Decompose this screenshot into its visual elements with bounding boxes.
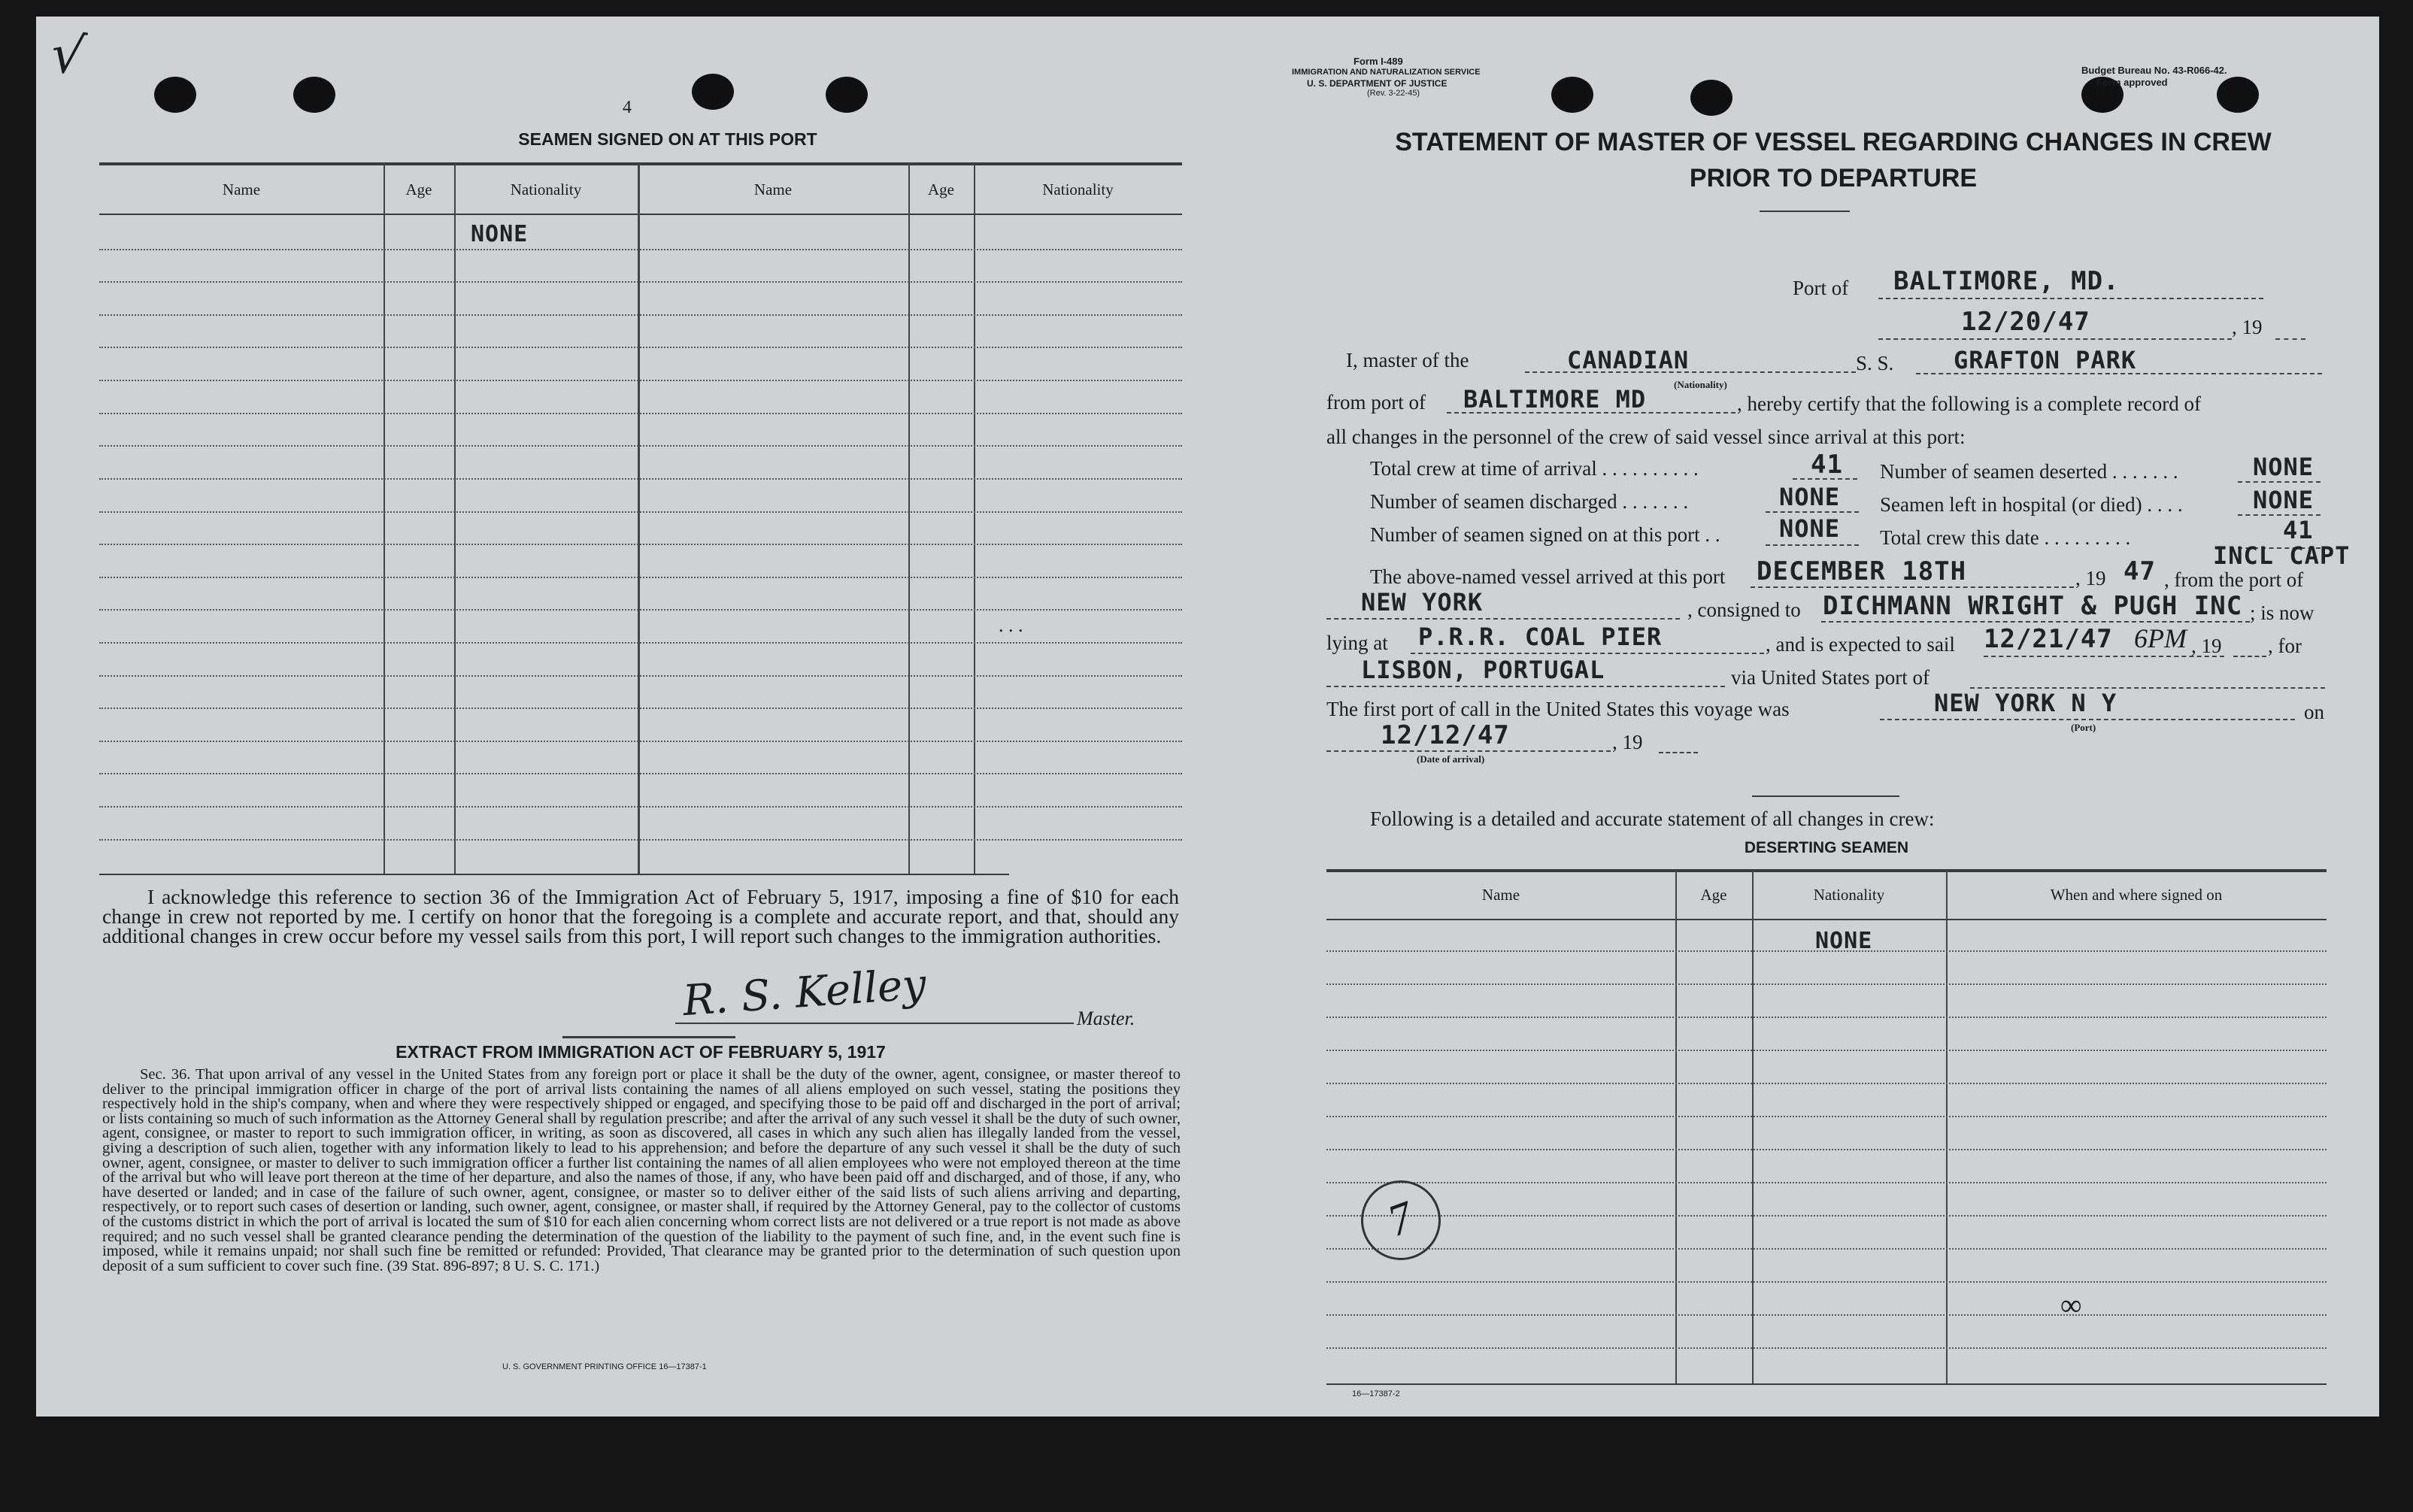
via-label: via United States port of xyxy=(1731,666,1929,689)
master-signature: R. S. Kelley xyxy=(681,959,928,1026)
arrived-date: DECEMBER 18TH xyxy=(1757,556,1967,586)
punch-hole xyxy=(692,74,734,110)
prior-port: NEW YORK xyxy=(1361,588,1484,617)
deserting-seamen-title: DESERTING SEAMEN xyxy=(1744,839,1909,856)
from-port-label: from port of xyxy=(1326,391,1426,414)
acknowledgment-text: I acknowledge this reference to section 36 of the Immigration Act of February 5, 1917, imposing a fine of $10 for each change in crew not reported by me. I certify on honor that the foregoing is a complete and accurate report, and that, should any additional changes in crew occur before my vessel sails from this port, I will report such changes to the immigration authorities. xyxy=(102,885,1179,947)
consignee: DICHMANN WRIGHT & PUGH INC xyxy=(1823,591,2243,621)
discharged-value: NONE xyxy=(1779,483,1841,511)
margin-check-mark: √ xyxy=(47,22,89,88)
crew-date-label: Total crew this date . . . . . . . . . xyxy=(1880,526,2131,549)
expected-label: , and is expected to sail xyxy=(1766,633,1955,656)
column-header-name: Name xyxy=(222,180,261,198)
hospital-value: NONE xyxy=(2253,486,2314,514)
circled-number xyxy=(1350,1169,1452,1271)
from-port-value: BALTIMORE MD xyxy=(1463,385,1647,414)
first-port-label: The first port of call in the United States this voyage was xyxy=(1326,698,1790,720)
certify-text: , hereby certify that the following is a complete record of xyxy=(1737,392,2202,415)
punch-hole xyxy=(2217,77,2259,113)
printer-footer: U. S. GOVERNMENT PRINTING OFFICE 16—17387-1 xyxy=(502,1362,707,1371)
port-value: BALTIMORE, MD. xyxy=(1893,266,2120,296)
sail-year-prefix: , 19 xyxy=(2191,635,2222,657)
first-port-value: NEW YORK N Y xyxy=(1934,689,2117,717)
year-prefix: , 19 xyxy=(2232,316,2263,338)
nationality-caption: (Nationality) xyxy=(1674,379,1727,390)
form-revision: (Rev. 3-22-45) xyxy=(1367,89,1420,98)
signed-on-title: SEAMEN SIGNED ON AT THIS PORT xyxy=(518,129,817,149)
punch-hole xyxy=(1551,77,1593,113)
form-approval: Form approved xyxy=(2096,77,2168,88)
document-sheet xyxy=(36,17,2379,1417)
column-header-when-where: When and where signed on xyxy=(2050,886,2223,904)
all-changes-text: all changes in the personnel of the crew of said vessel since arrival at this port: xyxy=(1326,426,1966,448)
is-now-text: ; is now xyxy=(2250,601,2314,624)
signed-on-value: NONE xyxy=(1779,514,1841,543)
arrived-year-prefix: , 19 xyxy=(2075,567,2106,589)
arrived-label: The above-named vessel arrived at this port xyxy=(1370,565,1726,588)
master-of-label: I, master of the xyxy=(1346,349,1469,371)
ss-label: S. S. xyxy=(1856,352,1894,374)
form-id: Form I-489 xyxy=(1354,56,1403,67)
column-header-name: Name xyxy=(753,180,793,198)
port-label: Port of xyxy=(1793,277,1849,299)
agency-line-1: IMMIGRATION AND NATURALIZATION SERVICE xyxy=(1292,68,1481,77)
arrival-date: 12/12/47 xyxy=(1381,720,1510,750)
discharged-label: Number of seamen discharged . . . . . . . xyxy=(1370,490,1689,513)
sail-time: 6PM xyxy=(2134,623,2187,653)
arrived-year: 47 xyxy=(2124,556,2156,586)
on-label: on xyxy=(2304,701,2324,723)
for-label: , for xyxy=(2268,635,2302,657)
crew-date-note: INCL CAPT xyxy=(2213,541,2351,570)
form-footer-code: 16—17387-2 xyxy=(1352,1389,1400,1398)
typed-none: NONE xyxy=(1815,928,1873,954)
column-header-age: Age xyxy=(405,180,432,198)
column-header-nationality: Nationality xyxy=(1042,180,1114,198)
arrival-date-caption: (Date of arrival) xyxy=(1417,753,1485,765)
following-text: Following is a detailed and accurate statement of all changes in crew: xyxy=(1370,808,1935,830)
typed-none: NONE xyxy=(471,221,529,247)
port-caption: (Port) xyxy=(2071,722,2096,733)
column-header-nationality: Nationality xyxy=(510,180,582,198)
hospital-label: Seamen left in hospital (or died) . . . . xyxy=(1880,493,2183,516)
stray-marks: . . . xyxy=(999,614,1023,636)
punch-hole xyxy=(154,77,196,113)
column-header-name: Name xyxy=(1481,886,1520,904)
vessel-nationality: CANADIAN xyxy=(1567,346,1690,374)
crew-date-value: 41 xyxy=(2283,516,2314,544)
deserted-value: NONE xyxy=(2253,453,2314,481)
sail-date: 12/21/47 xyxy=(1984,624,2113,654)
form-title-line-1: STATEMENT OF MASTER OF VESSEL REGARDING CHANGES IN CREW xyxy=(1395,128,2272,156)
agency-line-2: U. S. DEPARTMENT OF JUSTICE xyxy=(1307,78,1447,89)
deserted-label: Number of seamen deserted . . . . . . . xyxy=(1880,460,2178,483)
page-number: 4 xyxy=(623,98,632,117)
ship-name: GRAFTON PARK xyxy=(1954,346,2137,374)
from-port-of-text: , from the port of xyxy=(2164,568,2304,591)
punch-hole xyxy=(293,77,335,113)
destination: LISBON, PORTUGAL xyxy=(1361,656,1605,684)
report-date: 12/20/47 xyxy=(1961,307,2090,337)
signed-on-label: Number of seamen signed on at this port . . xyxy=(1370,523,1720,546)
consigned-label: , consigned to xyxy=(1687,598,1801,621)
lying-at-label: lying at xyxy=(1326,632,1388,654)
circled-number-text: 7 xyxy=(1381,1191,1420,1247)
crew-arrival-value: 41 xyxy=(1811,450,1843,480)
punch-hole xyxy=(826,77,868,113)
crew-arrival-label: Total crew at time of arrival . . . . . . . . . . xyxy=(1370,457,1699,480)
master-label: Master. xyxy=(1077,1007,1135,1029)
column-header-age: Age xyxy=(1700,886,1727,904)
pencil-mark: ∞ xyxy=(2060,1288,2082,1322)
lying-at-value: P.R.R. COAL PIER xyxy=(1418,623,1663,651)
extract-title: EXTRACT FROM IMMIGRATION ACT OF FEBRUARY 5, 1917 xyxy=(396,1042,886,1062)
arrival-year-prefix: , 19 xyxy=(1612,731,1643,753)
column-header-nationality: Nationality xyxy=(1813,886,1885,904)
column-header-age: Age xyxy=(928,180,954,198)
punch-hole xyxy=(1690,80,1732,116)
budget-bureau-number: Budget Bureau No. 43-R066-42. xyxy=(2081,65,2227,76)
section-36-text: Sec. 36. That upon arrival of any vessel in the United States from any foreign port or place it shall be the duty of the owner, agent, consignee, or master thereof to deliver to the principal immigration officer in charge of the port of arrival lists containing the names of all aliens employed on such vessel, stating the positions they respectively hold in the ship's company, when and where they were respectively shipped or engaged, and specifying those to be paid off and discharged in the port of arrival; or lists containing so much of such information as the Attorney General shall by regulation prescribe; and after the arrival of any such vessel it shall be the duty of such owner, agent, consignee, or master to report to such immigration officer, in writing, as soon as discovered, all cases in which any such alien has illegally landed from the vessel, giving a description of such alien, together with any information likely to lead to his apprehension; and before the departure of any such vessel it shall be the duty of such owner, agent, consignee, or master to deliver to such immigration officer a further list containing the names of all alien employees who were not employed thereon at the time of the arrival but who will leave port thereon at the time of her departure, and also the names of those, if any, who have been paid off and discharged, and of those, if any, who have deserted or landed; and in case of the failure of such owner, agent, consignee, or master so to deliver either of the said lists of such aliens arriving and departing, respectively, or to report such cases of desertion or landing, such owner, agent, consignee, or master shall, if required by the Attorney General, pay to the collector of customs of the customs district in which the port of arrival is located the sum of $10 for each alien concerning whom correct lists are not delivered or a true report is not made as above required; and no such vessel shall be granted clearance pending the determination of the question of the liability to the payment of such fine, and, in the event such fine is imposed, while it remains unpaid; nor shall such fine be remitted or refunded: Provided, That clearance may be granted prior to the determination of such question upon deposit of a sum sufficient to cover such fine. (39 Stat. 896-897; 8 U. S. C. 171.) xyxy=(102,1066,1181,1274)
form-title-line-2: PRIOR TO DEPARTURE xyxy=(1689,164,1978,192)
